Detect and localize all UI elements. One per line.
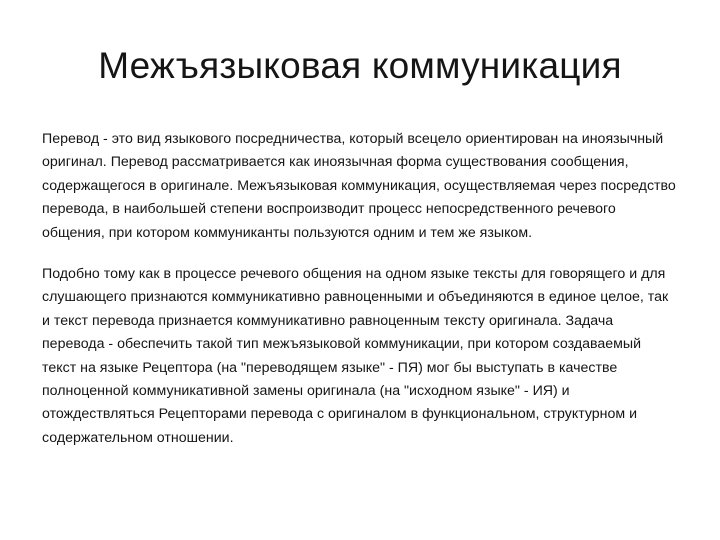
paragraph-translation-definition: Перевод - это вид языкового посредничества, который всецело ориентирован на иноязычный оригинал. Перевод рассматривается как иноязычная форма существования сообщения, содержащегося в оригинале. Межъязыковая коммуникация, осуществляемая через посредство перевода, в наибольшей степени воспроизводит процесс непосредственного речевого общения, при котором коммуниканты пользуются одним и тем же языком. [42, 131, 676, 241]
slide-body [42, 128, 678, 450]
paragraph-translation-task: Подобно тому как в процессе речевого общения на одном языке тексты для говорящего и для слушающего признаются коммуникативно равноценными и объединяются в единое целое, так и текст перевода признается коммуникативно равноценным тексту оригинала. Задача перевода - обеспечить такой тип межъязыковой коммуникации, при котором создаваемый текст на языке Рецептора (на "переводящем языке" - ПЯ) мог бы выступать в качестве полноценной коммуникативной замены оригинала (на "исходном языке" - ИЯ) и отождествляться Рецепторами перевода с оригиналом в функциональном, структурном и содержательном отношении. [42, 266, 669, 446]
slide-title: Межъязыковая коммуникация [98, 45, 622, 86]
